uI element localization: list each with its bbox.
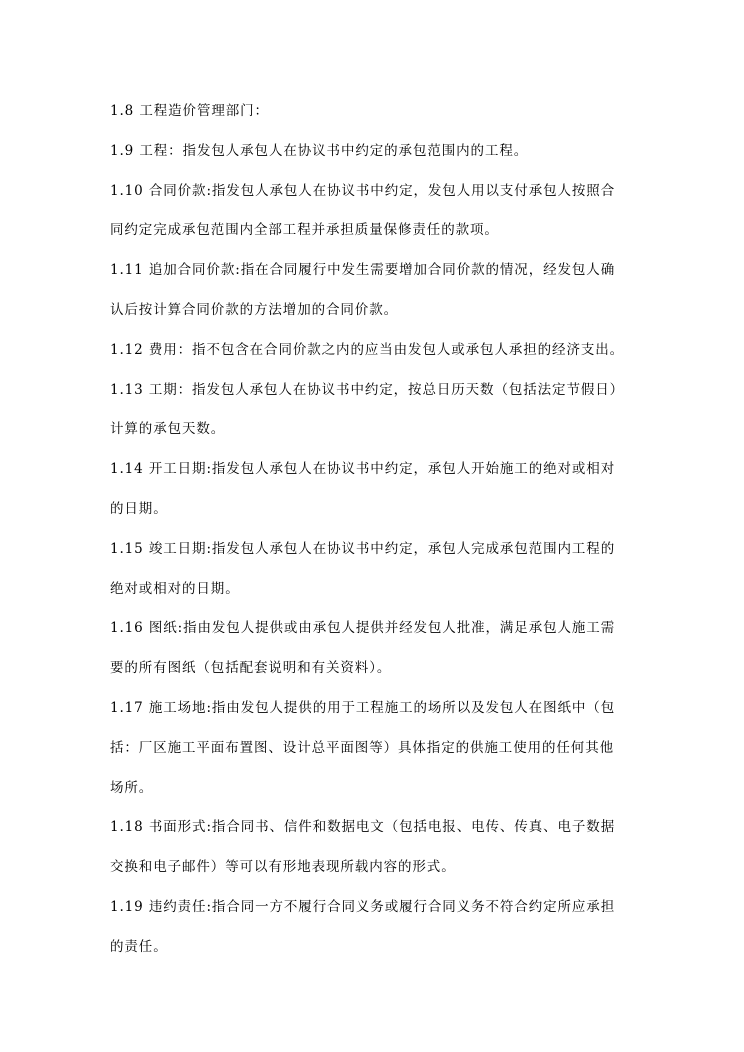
text-line: 1.18 书面形式:指合同书、信件和数据电文（包括电报、电传、传真、电子数据 [110, 819, 616, 836]
document-body [110, 92, 636, 968]
text-line: 1.9 工程：指发包人承包人在协议书中约定的承包范围内的工程。 [110, 142, 529, 159]
text-line: 1.16 图纸:指由发包人提供或由承包人提供并经发包人批准，满足承包人施工需 [110, 620, 616, 637]
text-line: 1.8 工程造价管理部门： [110, 103, 269, 119]
text-line: 1.13 工期：指发包人承包人在协议书中约定，按总日历天数（包括法定节假日） [110, 381, 625, 398]
text-line: 计算的承包天数。 [110, 421, 226, 438]
text-line: 同约定完成承包范围内全部工程并承担质量保修责任的款项。 [110, 222, 499, 239]
text-line: 括：厂区施工平面布置图、设计总平面图等）具体指定的供施工使用的任何其他 [110, 739, 614, 756]
text-line: 场所。 [110, 779, 154, 796]
text-line: 1.19 违约责任:指合同一方不履行合同义务或履行合同义务不符合约定所应承担 [110, 898, 616, 915]
text-line: 1.11 追加合同价款:指在合同履行中发生需要增加合同价款的情况，经发包人确 [110, 262, 616, 279]
text-line: 要的所有图纸（包括配套说明和有关资料）。 [110, 660, 392, 677]
text-line: 绝对或相对的日期。 [110, 580, 240, 597]
text-line: 认后按计算合同价款的方法增加的合同价款。 [110, 301, 398, 318]
text-line: 1.14 开工日期:指发包人承包人在协议书中约定，承包人开始施工的绝对或相对 [110, 461, 616, 478]
text-line: 1.15 竣工日期:指发包人承包人在协议书中约定，承包人完成承包范围内工程的 [110, 540, 616, 557]
text-line: 的责任。 [110, 938, 168, 955]
text-line: 1.17 施工场地:指由发包人提供的用于工程施工的场所以及发包人在图纸中（包 [110, 699, 616, 716]
text-line: 的日期。 [110, 500, 168, 517]
text-line: 交换和电子邮件）等可以有形地表现所载内容的形式。 [110, 859, 456, 876]
text-line: 1.10 合同价款:指发包人承包人在协议书中约定，发包人用以支付承包人按照合 [110, 182, 616, 199]
text-line: 1.12 费用：指不包含在合同价款之内的应当由发包人或承包人承担的经济支出。 [110, 341, 625, 358]
